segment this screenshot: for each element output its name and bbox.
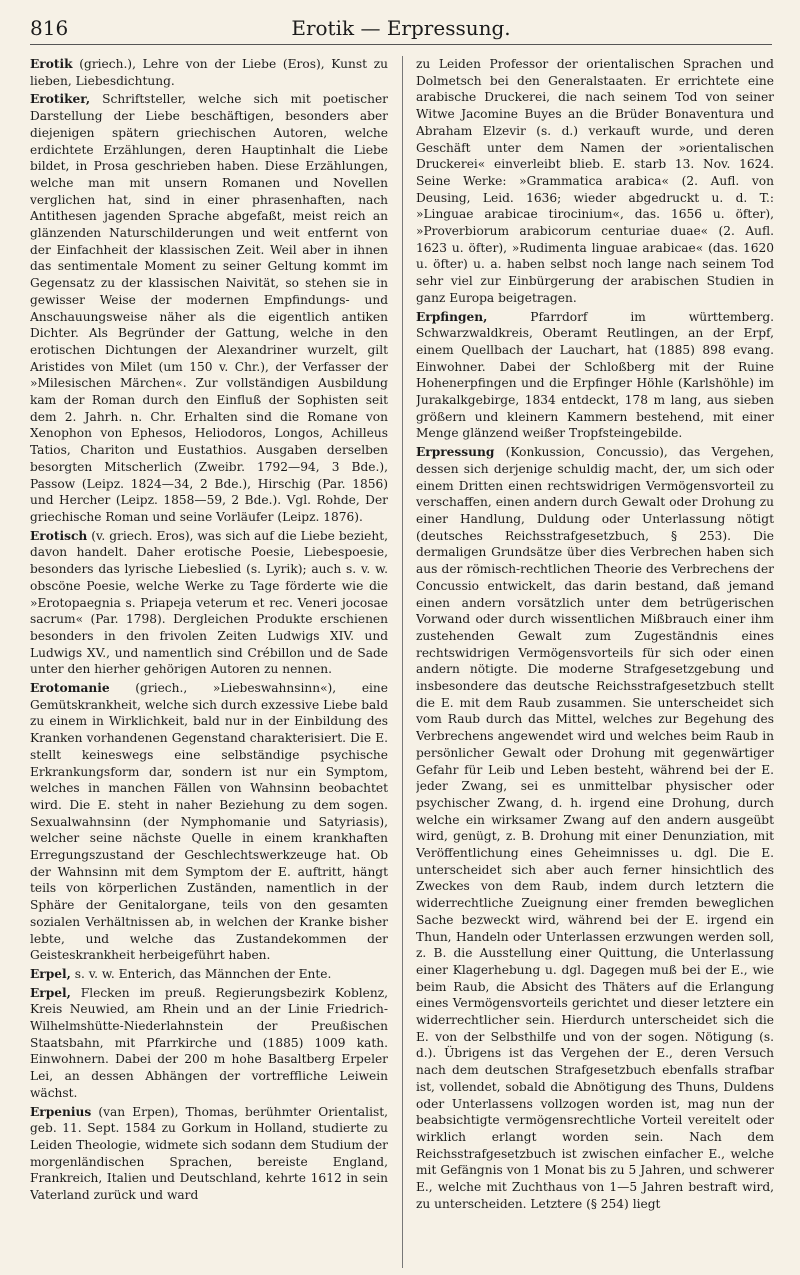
- text-columns: [30, 56, 774, 1268]
- dictionary-entry: [416, 309, 774, 443]
- entry-headword: Erpenius: [30, 1104, 92, 1119]
- dictionary-entry: [30, 680, 388, 964]
- entry-text: Schriftsteller, welche sich mit poetischer Darstellung der Liebe beschäftigen, besonders aber diejenigen spätern griechischen Autoren, welche erdichtete Erzählungen, deren Hauptinhalt die Liebe bildet, in Prosa geschrieben haben. Diese Erzählungen, welche man mit unsern Romanen und Novellen verglichen hat, sind in einer phrasenhaften, nach Antithesen jagenden Sprache abgefaßt, meist reich an glänzenden Naturschilderungen und weit entfernt von der Einfachheit der klassischen Zeit. Weil aber in ihnen das sentimentale Moment zu seiner Geltung kommt im Gegensatz zu der klassischen Naivität, so stehen sie in gewisser Weise der modernen Empfindungs- und Anschauungsweise näher als die eigentlich antiken Dichter. Als Begründer der Gattung, welche in den erotischen Dichtungen der Alexandriner wurzelt, gilt Aristides von Milet (um 150 v. Chr.), der Verfasser der »Milesischen Märchen«. Zur vollständigen Ausbildung kam der Roman durch den Einfluß der Sophisten seit dem 2. Jahrh. n. Chr. Erhalten sind die Romane von Xenophon von Ephesos, Heliodoros, Longos, Achilleus Tatios, Chariton und Eustathios. Ausgaben derselben besorgten Mitscherlich (Zweibr. 1792—94, 3 Bde.), Passow (Leipz. 1824—34, 2 Bde.), Hirschig (Par. 1856) und Hercher (Leipz. 1858—59, 2 Bde.). Vgl. Rohde, Der griechische Roman und seine Vorläufer (Leipz. 1876).: [30, 92, 388, 524]
- entry-text: Flecken im preuß. Regierungsbezirk Koblenz, Kreis Neuwied, am Rhein und an der Linie Friedrich-Wilhelmshütte-Niederlahnstein der Preußischen Staatsbahn, mit Pfarrkirche und (1885) 1009 kath. Einwohnern. Dabei der 200 m hohe Basaltberg Erpeler Lei, an dessen Abhängen der vortreffliche Leiwein wächst.: [30, 985, 388, 1100]
- entry-headword: Erpressung: [416, 445, 495, 460]
- entry-headword: Erpel,: [30, 966, 71, 981]
- running-title: Erotik — Erpressung.: [291, 16, 511, 40]
- left-column: [30, 56, 388, 1268]
- entry-text: zu Leiden Professor der orientalischen Sprachen und Dolmetsch bei den Generalstaaten. Er errichtete eine arabische Druckerei, die nach seinem Tod von seiner Witwe Jacomine Buyes an die Brüder Bonaventura und Abraham Elzevir (s. d.) verkauft wurde, und deren Geschäft unter dem Namen der »orientalischen Druckerei« einverleibt blieb. E. starb 13. Nov. 1624. Seine Werke: »Grammatica arabica« (2. Aufl. von Deusing, Leid. 1636; wieder abgedruckt u. d. T.: »Linguae arabicae tirocinium«, das. 1656 u. öfter), »Proverbiorum arabicorum centuriae duae« (2. Aufl. 1623 u. öfter), »Rudimenta linguae arabicae« (das. 1620 u. öfter) u. a. haben selbst noch lange nach seinem Tod sehr viel zur Einbürgerung der arabischen Studien in ganz Europa beigetragen.: [416, 57, 774, 305]
- entry-text: (Konkussion, Concussio), das Vergehen, dessen sich derjenige schuldig macht, der, um sich oder einem Dritten einen rechtswidrigen Vermögensvorteil zu verschaffen, einen andern durch Gewalt oder Drohung zu einer Handlung, Duldung oder Unterlassung nötigt (deutsches Reichsstrafgesetzbuch, § 253). Die dermaligen Grundsätze über dies Verbrechen haben sich aus der römisch-rechtlichen Theorie des Verbrechens der Concussio entwickelt, das darin bestand, daß jemand einen andern vorsätzlich unter dem betrügerischen Vorwand oder durch wissentlichen Mißbrauch einer ihm zustehenden Gewalt zum Zugeständnis eines rechtswidrigen Vermögensvorteils für sich oder einen andern nötigte. Die moderne Strafgesetzgebung und insbesondere das deutsche Reichsstrafgesetzbuch stellt die E. mit dem Raub zusammen. Sie unterscheidet sich vom Raub durch das Mittel, welches zur Begehung des Verbrechens angewendet wird und welches beim Raub in persönlicher Gewalt oder Drohung mit gegenwärtiger Gefahr für Leib und Leben besteht, während bei der E. jeder Zwang, sei es unmittelbar physischer oder psychischer Zwang, d. h. irgend eine Drohung, durch welche ein wirksamer Zwang auf den andern ausgeübt wird, genügt, z. B. Drohung mit einer Denunziation, mit Veröffentlichung eines Geheimnisses u. dgl. Die E. unterscheidet sich aber auch ferner hinsichtlich des Zweckes von dem Raub, indem durch letztern die widerrechtliche Zueignung einer fremden beweglichen Sache bezweckt wird, während bei der E. irgend ein Thun, Handeln oder Unterlassen erzwungen werden soll, z. B. die Ausstellung einer Quittung, die Unterlassung einer Klagerhebung u. dgl. Dagegen muß bei der E., wie beim Raub, die Absicht des Thäters auf die Erlangung eines Vermögensvorteils gerichtet und dieser letztere ein widerrechtlicher sein. Hierdurch unterscheidet sich die E. von der Selbsthilfe und von der sogen. Nötigung (s. d.). Übrigens ist das Vergehen der E., deren Versuch nach dem deutschen Strafgesetzbuch ebenfalls strafbar ist, vollendet, sobald die Abnötigung des Thuns, Duldens oder Unterlassens vollzogen worden ist, mag nun der beabsichtigte vermögensrechtliche Vorteil vereitelt oder wirklich erlangt worden sein. Nach dem Reichsstrafgesetzbuch ist zwischen einfacher E., welche mit Gefängnis von 1 Monat bis zu 5 Jahren, und schwerer E., welche mit Zuchthaus von 1—5 Jahren bestraft wird, zu unterscheiden. Letztere (§ 254) liegt: [416, 445, 774, 1211]
- dictionary-entry: [30, 985, 388, 1102]
- dictionary-entry: [416, 56, 774, 307]
- dictionary-entry: [416, 444, 774, 1212]
- dictionary-entry: [30, 91, 388, 525]
- entry-headword: Erpfingen,: [416, 309, 488, 324]
- dictionary-entry: [30, 528, 388, 678]
- page-number: 816: [30, 16, 69, 40]
- dictionary-entry: [30, 56, 388, 89]
- page-header: [30, 14, 772, 45]
- entry-text: s. v. w. Enterich, das Männchen der Ente.: [70, 966, 332, 981]
- entry-headword: Erpel,: [30, 985, 71, 1000]
- dictionary-entry: [30, 1104, 388, 1204]
- column-divider: [402, 56, 403, 1268]
- entry-text: (van Erpen), Thomas, berühmter Orientalist, geb. 11. Sept. 1584 zu Gorkum in Holland, studierte zu Leiden Theologie, widmete sich sodann dem Studium der morgenländischen Sprachen, bereiste England, Frankreich, Italien und Deutschland, kehrte 1612 in sein Vaterland zurück und ward: [30, 1104, 388, 1203]
- entry-text: (griech., »Liebeswahnsinn«), eine Gemütskrankheit, welche sich durch exzessive Liebe bald zu einem in Wirklichkeit, bald nur in der Einbildung des Kranken vorhandenen Gegenstand charakterisiert. Die E. stellt keineswegs eine selbständige psychische Erkrankungsform dar, sondern ist nur ein Symptom, welches in manchen Fällen von Wahnsinn beobachtet wird. Die E. steht in naher Beziehung zu dem sogen. Sexualwahnsinn (der Nymphomanie und Satyriasis), welcher seine nächste Quelle in einem krankhaften Erregungszustand der Geschlechtswerkzeuge hat. Ob der Wahnsinn mit dem Symptom der E. auftritt, hängt teils von körperlichen Zuständen, namentlich in der Sphäre der Genitalorgane, teils von den gesamten sozialen Verhältnissen ab, in welchen der Kranke bisher lebte, und welche das Zustandekommen der Geisteskrankheit herbeigeführt haben.: [30, 681, 388, 963]
- entry-headword: Erotik: [30, 57, 73, 71]
- entry-headword: Erotisch: [30, 528, 88, 543]
- dictionary-entry: [30, 966, 388, 983]
- entry-text: (v. griech. Eros), was sich auf die Liebe bezieht, davon handelt. Daher erotische Poesie, Liebespoesie, besonders das lyrische Liebeslied (s. Lyrik); auch s. v. w. obscöne Poesie, welche Werke zu Tage förderte wie die »Erotopaegnia s. Priapeja veterum et rec. Veneri jocosae sacrum« (Par. 1798). Dergleichen Produkte erschienen besonders in den frivolen Zeiten Ludwigs XIV. und Ludwigs XV., und namentlich sind Crébillon und de Sade unter den hierher gehörigen Autoren zu nennen.: [30, 528, 388, 677]
- entry-text: Pfarrdorf im württemberg. Schwarzwaldkreis, Oberamt Reutlingen, an der Erpf, einem Quellbach der Lauchart, hat (1885) 898 evang. Einwohner. Dabei der Schloßberg mit der Ruine Hohenerpfingen und die Erpfinger Höhle (Karlshöhle) im Jurakalkgebirge, 1834 entdeckt, 178 m lang, aus sieben größern und kleinern Kammern bestehend, mit einer Menge glänzend weißer Tropfsteingebilde.: [416, 309, 774, 441]
- right-column: [416, 56, 774, 1268]
- entry-headword: Erotomanie: [30, 681, 110, 696]
- entry-headword: Erotiker,: [30, 92, 91, 107]
- entry-text: (griech.), Lehre von der Liebe (Eros), Kunst zu lieben, Liebesdichtung.: [30, 57, 388, 88]
